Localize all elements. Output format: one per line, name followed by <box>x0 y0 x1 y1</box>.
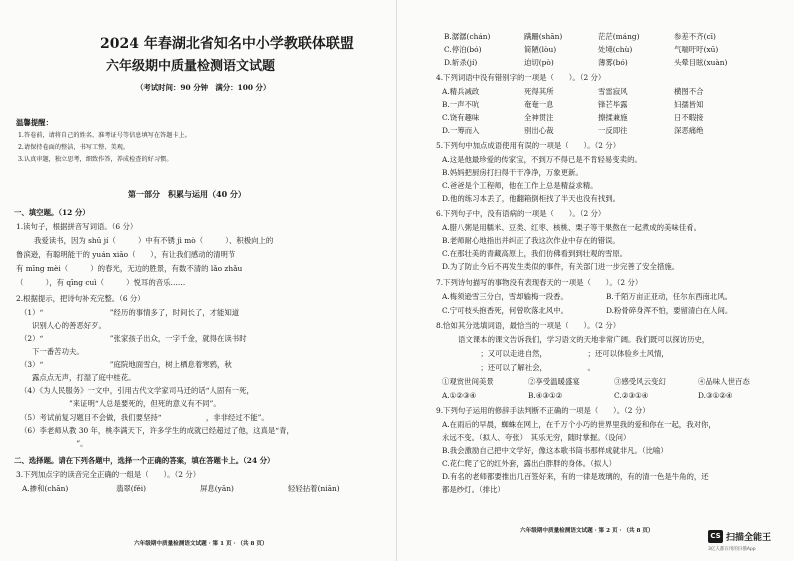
q4-option: 别出心裁 <box>524 126 554 135</box>
notice-line: 1.答卷前，请将自己的姓名、准考证号等信息填写在答题卡上。 <box>18 132 191 139</box>
q6-line: C.在那壮美的青藏高原上，我们仿佛看到到壮观的雪原。 <box>442 249 628 258</box>
q3-option-c: 处境(chù) <box>598 45 633 54</box>
scanner-watermark <box>708 528 784 556</box>
section-heading: 二、选择题。请在下列各题中，选择一个正确的答案，填在答题卡上。（24 分） <box>14 456 275 465</box>
q8-line: ；又可以走进自然， ；还可以体验乡土风情， <box>436 349 669 358</box>
exam-info: （考试时间：90 分钟 满分：100 分） <box>136 83 271 92</box>
q9-line: 永远不变。（拟人、夸张） 其乐无穷，随时掌握。（设问） <box>442 433 631 442</box>
q8-line: ；还可以了解社会， 。 <box>436 363 595 372</box>
q2-line: （5）考试前复习题目不会做，我们要坚持“ ，非非经过不能”。 <box>20 413 269 422</box>
q4-option: C.饶有趣味 <box>442 113 480 122</box>
q1-line: （ ），有 qīng cuì（ ）悦耳的音乐…… <box>16 278 186 287</box>
q9-line: 都是纱灯。（排比） <box>442 485 505 494</box>
question-8: 8.恰如其分选填词语，最恰当的一项是（ ）。（2 分） <box>436 321 621 330</box>
q2-line: 识别人心的善恶好歹。 <box>32 321 106 330</box>
q8-answer: D.③①②④ <box>698 391 733 400</box>
question-6: 6.下列句子中，没有语病的一项是（ ）。（2 分） <box>436 209 606 218</box>
q8-answer: B.④③①② <box>528 391 563 400</box>
q4-option: 深恶痛绝 <box>674 126 704 135</box>
q4-option: 横图不合 <box>674 87 704 96</box>
q2-line: （2）“ ”张家孩子出众，一字千金，就得在读书时 <box>20 334 247 343</box>
q3-option-d: D.斩杀(jí) <box>444 58 478 67</box>
q4-option: 死得其所 <box>524 87 554 96</box>
page-footer: 六年级期中质量检测语文试题 · 第 2 页 · （共 8 页） <box>520 528 654 534</box>
q4-option: 擦揉兼施 <box>598 113 628 122</box>
q3-option-a: 轻轻拈着(niān) <box>288 484 340 493</box>
q8-choice: ②享受温暖盛宴 <box>528 377 580 386</box>
q4-option: 全神贯注 <box>524 113 554 122</box>
q2-line: 露点点无声，打湿了庭中桂花。 <box>32 373 136 382</box>
question-7: 7.下列诗句描写的事物没有表现春天的一项是（ ）。（2 分） <box>436 278 643 287</box>
q7-option: C.宁可枝头抱香死，何曾吹落北风中。 <box>442 306 568 315</box>
q4-option: A.精兵减政 <box>442 87 480 96</box>
q4-option: B.一声不吭 <box>442 100 480 109</box>
scanner-logo-icon: CS <box>708 530 723 543</box>
q8-choice: ③感受风云变幻 <box>614 377 666 386</box>
notice-line: 2.请保持卷面的整洁，书写工整、美观。 <box>18 144 130 151</box>
q4-option: D.一筹而入 <box>442 126 480 135</box>
q7-option: B.千陌万亩正亚动，任尔东西南北风。 <box>606 292 733 301</box>
question-9: 9.下列句子运用的修辞手法判断不正确的一项是（ ）。（2 分） <box>436 406 650 415</box>
q1-line: 有 mīng mèi（ ）的春光，无边的胜景，有数不清的 lǎo zhǎu <box>16 264 243 273</box>
page-footer: 六年级期中质量检测语文试题 · 第 1 页 · （共 8 页） <box>134 541 268 547</box>
q2-line: （4）《为人民服务》一文中，引用古代文学家司马迁的话“人固有一死， <box>20 386 254 395</box>
q7-option: D.粉骨碎身浑不怕，要留清白在人间。 <box>606 306 733 315</box>
q6-line: A.腊八粥是用糯米、豆类、红枣、核桃、栗子等干果熬在一起煮成的美味佳肴。 <box>442 223 701 232</box>
q3-option-c: 简陋(lòu) <box>524 45 557 54</box>
q4-option: 日不暇接 <box>674 113 704 122</box>
q4-option: 奄奄一息 <box>524 100 554 109</box>
q2-line: ”。 <box>32 439 88 448</box>
q5-line: D.他的练习本丢了，他翻箱倒柜找了半天也没有找到。 <box>442 194 620 203</box>
q9-line: C.花仁爬了它的红外套，露出白胖胖的身体。（拟人） <box>442 459 617 468</box>
q4-option: 妇孺皆知 <box>674 100 704 109</box>
q3-option-c: C.停泊(bó) <box>444 45 482 54</box>
section-heading: 一、填空题。（12 分） <box>14 208 90 217</box>
q5-line: C.爸爸是个工程师，他在工作上总是精益求精。 <box>442 181 598 190</box>
q3-option-a: 屏息(yān) <box>200 484 234 493</box>
q8-choice: ①观赏世间美景 <box>442 377 494 386</box>
q9-line: D.有名的老师都要推出几百签好来，有的一律是玻璃的，有的清一色是牛角的，还 <box>442 472 709 481</box>
page-divider <box>396 0 397 561</box>
q2-line: （3）“ ”庭院地面雪白，树上栖息着寒鸦，秋 <box>20 360 232 369</box>
q9-line: B.我会激励自己把中文学好，像这本歌书筒书那样成就非凡。（比喻） <box>442 446 668 455</box>
scanner-name: 扫描全能王 <box>726 533 772 543</box>
q8-choice: ④品味人世百态 <box>698 377 750 386</box>
q3-option-a: 翡翠(fěi) <box>116 484 147 493</box>
question-2: 2.根据提示，把诗句补充完整。（6 分） <box>16 294 145 303</box>
notice-line: 3.认真审题，独立思考，细致作答，养成检查的好习惯。 <box>18 156 173 163</box>
q4-option: 雪雷寂风 <box>598 87 628 96</box>
part-heading: 第一部分 积累与运用（40 分） <box>128 189 246 199</box>
q4-option: 锋芒毕露 <box>598 100 628 109</box>
q2-line: （1）“ ”经历的事情多了，时间长了，才能知道 <box>20 308 240 317</box>
q5-line: B.妈妈把厨房打扫得干干净净，万象更新。 <box>442 168 583 177</box>
q3-option-d: 迫切(pò) <box>524 58 554 67</box>
exam-subtitle: 六年级期中质量检测语文试题 <box>106 59 276 74</box>
q2-line: （6）李老师从教 30 年，桃李满天下，许多学生的成就已经超过了他，这真是“青， <box>20 426 294 435</box>
right-page <box>402 0 790 561</box>
q8-answer: A.①②③④ <box>442 391 477 400</box>
left-page <box>4 0 392 561</box>
q3-option-b: 参差不齐(cī) <box>674 32 716 41</box>
q3-option-d: 薄雾(bó) <box>598 58 628 67</box>
exam-title: 2024 年春湖北省知名中小学教联体联盟 <box>100 36 354 52</box>
q6-line: D.为了防止今后不再发生类似的事件，有关部门进一步完善了安全措施。 <box>442 262 680 271</box>
q3-option-b: B.潺潺(chán) <box>444 32 491 41</box>
question-1: 1.读句子，根据拼音写词语。（6 分） <box>16 222 138 231</box>
q2-line: ”来证明“人总是要死的，但死的意义有不同”。 <box>32 399 221 408</box>
question-4: 4.下列词语中没有错别字的一项是（ ）。（2 分） <box>436 73 606 82</box>
scanner-tagline: 3亿人都在用的扫描App <box>708 547 756 552</box>
q7-option: A.梅须逊雪三分白，雪却输梅一段香。 <box>442 292 568 301</box>
q2-line: 下一番苦功夫。 <box>32 347 84 356</box>
q9-line: A.在雨后的早晨，蜘蛛在网上，在千万个小巧的世界里我的爱和你在一起，我对你， <box>442 420 716 429</box>
q8-line: 语文课本的课文告诉我们，学习语文的天地非常广阔。我们既可以探访历史， <box>458 335 710 344</box>
notice-heading: 温馨提醒： <box>16 118 53 127</box>
q1-line: 我爱读书，因为 shū jí（ ）中有不锈 jì mò（ ）、积极向上的 <box>34 236 274 245</box>
q3-option-c: 气喘吁吁(xū) <box>674 45 719 54</box>
q3-option-d: 头晕目眩(xuàn) <box>674 58 728 67</box>
q3-option-b: 蹒跚(shān) <box>524 32 563 41</box>
question-3: 3.下列加点字的读音完全正确的一组是（ ）。（2 分） <box>16 470 201 479</box>
q1-line: 鲁滨逊，有聪明能干的 yuán xiāo（ ），有让我们感动的清明节 <box>16 250 236 259</box>
q4-option: 一反即往 <box>598 126 628 135</box>
question-5: 5.下列句中加点成语使用有误的一项是（ ）。（2 分） <box>436 141 621 150</box>
q8-answer: C.②③①④ <box>614 391 649 400</box>
q6-line: B.老师耐心地指出并纠正了我这次作业中存在的错误。 <box>442 236 620 245</box>
q3-option-a: A.掺和(chān) <box>22 484 69 493</box>
q5-line: A.这是他最珍爱的传家宝，不到万不得已是不肯轻易变卖的。 <box>442 155 642 164</box>
q3-option-b: 茫茫(máng) <box>598 32 640 41</box>
